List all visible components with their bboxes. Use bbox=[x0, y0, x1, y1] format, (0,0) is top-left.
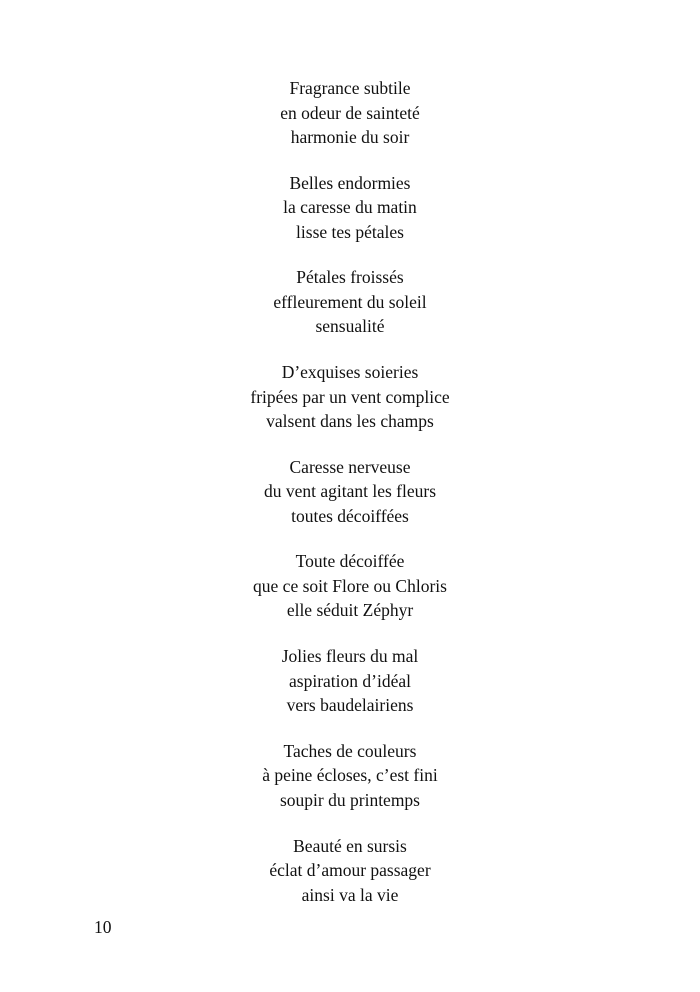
poem-line: Fragrance subtile bbox=[289, 78, 411, 98]
poem-line: la caresse du matin bbox=[283, 197, 417, 218]
poem-line: Caresse nerveuse bbox=[289, 456, 411, 477]
poem-line: à peine écloses, c’est fini bbox=[262, 765, 438, 786]
poem-line: du vent agitant les fleurs bbox=[263, 481, 437, 502]
poem-line: toutes décoiffées bbox=[291, 505, 409, 526]
poem-line: en odeur de sainteté bbox=[280, 102, 420, 123]
poem-line: harmonie du soir bbox=[290, 127, 410, 147]
stanza-3 bbox=[0, 265, 700, 360]
poem-line: sensualité bbox=[315, 316, 385, 337]
poem-line: éclat d’amour passager bbox=[269, 860, 431, 880]
poem-line: Jolies fleurs du mal bbox=[281, 646, 419, 667]
poem-line: ainsi va la vie bbox=[301, 884, 399, 905]
poem-line: soupir du printemps bbox=[280, 789, 420, 810]
poem-line: valsent dans les champs bbox=[266, 411, 434, 432]
poem-line: que ce soit Flore ou Chloris bbox=[253, 575, 447, 596]
poem-line: vers baudelairiens bbox=[286, 695, 414, 716]
poem-line: effleurement du soleil bbox=[273, 291, 427, 312]
stanza-6 bbox=[0, 549, 700, 644]
stanza-5 bbox=[0, 455, 700, 550]
stanza-9 bbox=[0, 834, 700, 929]
poem-line: Toute décoiffée bbox=[295, 551, 405, 572]
stanza-2 bbox=[0, 171, 700, 266]
page-number: 10 bbox=[94, 917, 112, 937]
stanza-8 bbox=[0, 739, 700, 834]
stanza-7 bbox=[0, 644, 700, 739]
poem-line: aspiration d’idéal bbox=[289, 670, 411, 691]
poem-line: Taches de couleurs bbox=[283, 740, 417, 761]
poem-line: fripées par un vent complice bbox=[250, 386, 450, 407]
stanza-4 bbox=[0, 360, 700, 455]
poem-line: Belles endormies bbox=[289, 172, 411, 193]
poem-line: Beauté en sursis bbox=[293, 835, 407, 856]
stanza-1 bbox=[0, 76, 700, 171]
poem-line: lisse tes pétales bbox=[296, 221, 404, 242]
poem bbox=[0, 76, 700, 928]
poem-line: Pétales froissés bbox=[296, 267, 404, 288]
poem-line: D’exquises soieries bbox=[281, 362, 419, 383]
poem-line: elle séduit Zéphyr bbox=[286, 600, 414, 621]
